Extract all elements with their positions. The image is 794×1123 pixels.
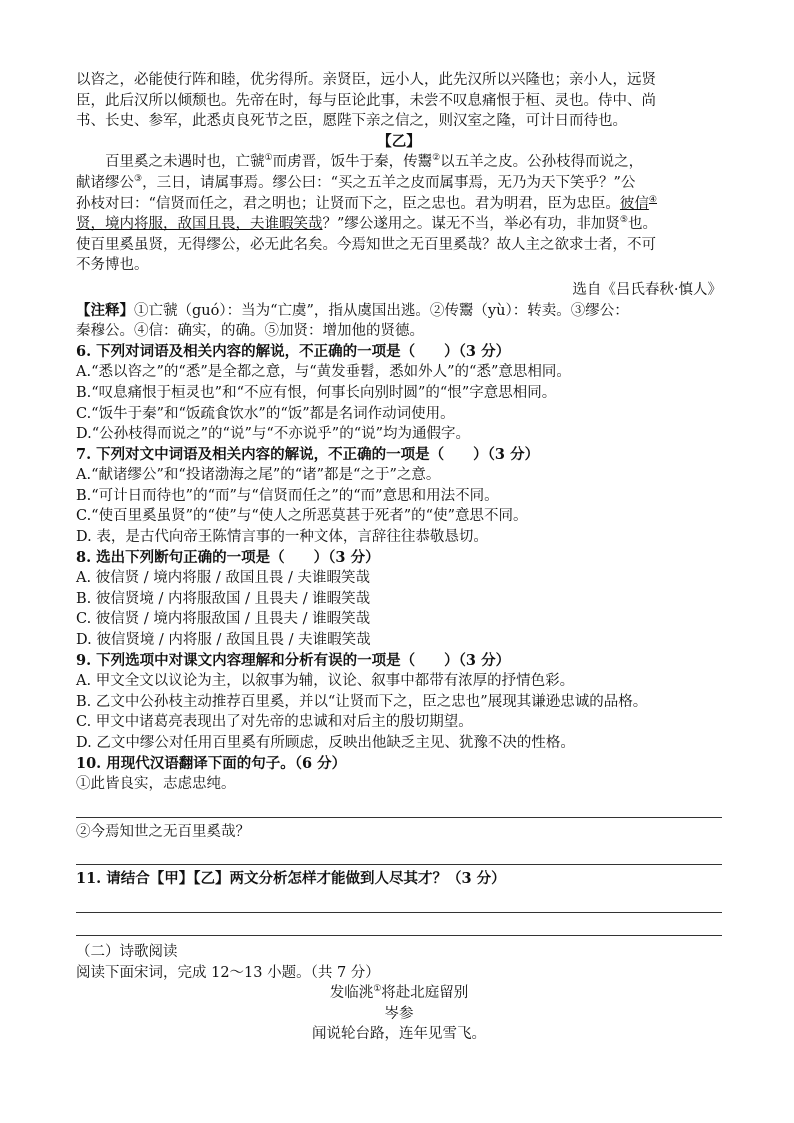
- question-11: 11. 请结合【甲】【乙】两文分析怎样才能做到人尽其才？（3 分）: [76, 870, 506, 888]
- note-marker: ③: [134, 174, 143, 185]
- jia-text-line: 以咨之，必能使行阵和睦，优劣得所。亲贤臣，远小人，此先汉所以兴隆也；亲小人，远贤: [76, 72, 656, 88]
- question-8: 8. 选出下列断句正确的一项是（ ）（3 分）: [76, 548, 380, 566]
- notes-line: 【注释】①亡虢（guó）：当为“亡虞”，指从虞国出逃。②传鬻（yù）：转卖。③缪公：: [76, 301, 629, 319]
- poetry-instruction: 阅读下面宋词，完成 12～13 小题。（共 7 分）: [76, 964, 380, 981]
- yi-paragraph-line: 贤，境内将服，敌国且畏，夫谁暇笑哉？”缪公遂用之。谋无不当，举必有功，非加贤⑤也。: [76, 215, 657, 233]
- exam-page: [76, 70, 722, 1045]
- yi-paragraph-line: 献诸缪公③，三日，请属事焉。缪公曰：“买之五羊之皮而属事焉，无乃为天下笑乎？”公: [76, 174, 636, 191]
- question-6: 6. 下列对词语及相关内容的解说，不正确的一项是（ ）（3 分）: [76, 342, 511, 360]
- option-8c: C. 彼信贤 / 境内将服敌国 / 且畏夫 / 谁暇笑哉: [76, 611, 371, 628]
- option-8a: A. 彼信贤 / 境内将服 / 敌国且畏 / 夫谁暇笑哉: [76, 570, 370, 587]
- poetry-section-heading: （二）诗歌阅读: [76, 943, 178, 960]
- option-6b: B.“叹息痛恨于桓灵也”和“不应有恨，何事长向别时圆”的“恨”字意思相同。: [76, 384, 557, 401]
- answer-line[interactable]: [76, 797, 722, 818]
- option-7d: D. 表，是古代向帝王陈情言事的一种文体，言辞往往恭敬恳切。: [76, 529, 488, 546]
- underlined-sentence: 彼信: [619, 195, 649, 212]
- answer-line[interactable]: [76, 915, 722, 936]
- option-6a: A.“悉以咨之”的“悉”是全都之意，与“黄发垂髫，悉如外人”的“悉”意思相同。: [76, 364, 571, 381]
- option-9b: B. 乙文中公孙枝主动推荐百里奚，并以“让贤而下之，臣之忠也”展现其谦逊忠诚的品格。: [76, 693, 648, 710]
- note-marker: ⑤: [619, 215, 628, 226]
- option-7b: B.“可计日而待也”的“而”与“信贤而任之”的“而”意思和用法不同。: [76, 487, 499, 504]
- option-7c: C.“使百里奚虽贤”的“使”与“使人之所恶莫甚于死者”的“使”意思不同。: [76, 508, 528, 525]
- yi-paragraph-line: 孙枝对曰：“信贤而任之，君之明也；让贤而下之，臣之忠也。君为明君，臣为忠臣。彼信④: [76, 194, 657, 212]
- notes-line: 秦穆公。④信：确实，的确。⑤加贤：增加他的贤德。: [76, 323, 424, 340]
- poem-author: 岑参: [384, 1005, 414, 1022]
- answer-line[interactable]: [76, 844, 722, 865]
- note-marker: ①: [373, 984, 382, 995]
- option-9d: D. 乙文中缪公对任用百里奚有所顾虑，反映出他缺乏主见、犹豫不决的性格。: [76, 735, 575, 751]
- source-citation: 选自《吕氏春秋·慎人》: [572, 281, 722, 298]
- option-7a: A.“献诸缪公”和“投诸渤海之尾”的“诸”都是“之于”之意。: [76, 467, 441, 484]
- option-9c: C. 甲文中诸葛亮表现出了对先帝的忠诚和对后主的殷切期望。: [76, 714, 473, 731]
- yi-paragraph-line: 使百里奚虽贤，无得缪公，必无此名矣。今焉知世之无百里奚哉？故人主之欲求士者，不可: [76, 236, 656, 253]
- option-6c: C.“饭牛于秦”和“饭疏食饮水”的“饭”都是名词作动词使用。: [76, 405, 455, 422]
- notes-label: 【注释】: [76, 301, 134, 319]
- answer-line[interactable]: [76, 892, 722, 913]
- note-marker: ②: [432, 153, 441, 164]
- translate-sentence-1: ①此皆良实，志虑忠纯。: [76, 776, 236, 793]
- note-marker: ①: [264, 153, 273, 164]
- yi-paragraph-line: 不务博也。: [76, 257, 149, 274]
- poem-title: 发临洮①将赴北庭留别: [329, 984, 469, 1002]
- option-6d: D.“公孙枝得而说之”的“说”与“不亦说乎”的“说”均为通假字。: [76, 426, 471, 443]
- option-8b: B. 彼信贤境 / 内将服敌国 / 且畏夫 / 谁暇笑哉: [76, 590, 371, 607]
- poem-line: 闻说轮台路，连年见雪飞。: [312, 1026, 486, 1043]
- translate-sentence-2: ②今焉知世之无百里奚哉？: [76, 823, 250, 840]
- yi-heading: 【乙】: [377, 132, 421, 150]
- question-10: 10. 用现代汉语翻译下面的句子。（6 分）: [76, 754, 347, 772]
- jia-text-line: 臣，此后汉所以倾颓也。先帝在时，每与臣论此事，未尝不叹息痛恨于桓、灵也。侍中、尚: [76, 92, 656, 109]
- question-9: 9. 下列选项中对课文内容理解和分析有误的一项是（ ）（3 分）: [76, 651, 511, 669]
- underlined-sentence: 贤，境内将服，敌国且畏，夫谁暇笑哉: [76, 216, 323, 233]
- jia-text-line: 书、长史、参军，此悉贞良死节之臣，愿陛下亲之信之，则汉室之隆，可计日而待也。: [76, 113, 627, 130]
- question-7: 7. 下列对文中词语及相关内容的解说，不正确的一项是（ ）（3 分）: [76, 445, 540, 463]
- yi-paragraph: 百里奚之未遇时也，亡虢①而虏晋，饭牛于秦，传鬻②以五羊之皮。公孙枝得而说之，: [105, 153, 644, 171]
- note-marker: ④: [648, 194, 657, 205]
- option-8d: D. 彼信贤境 / 内将服 / 敌国且畏 / 夫谁暇笑哉: [76, 632, 371, 649]
- option-9a: A. 甲文全文以议论为主，以叙事为辅，议论、叙事中都带有浓厚的抒情色彩。: [76, 673, 575, 690]
